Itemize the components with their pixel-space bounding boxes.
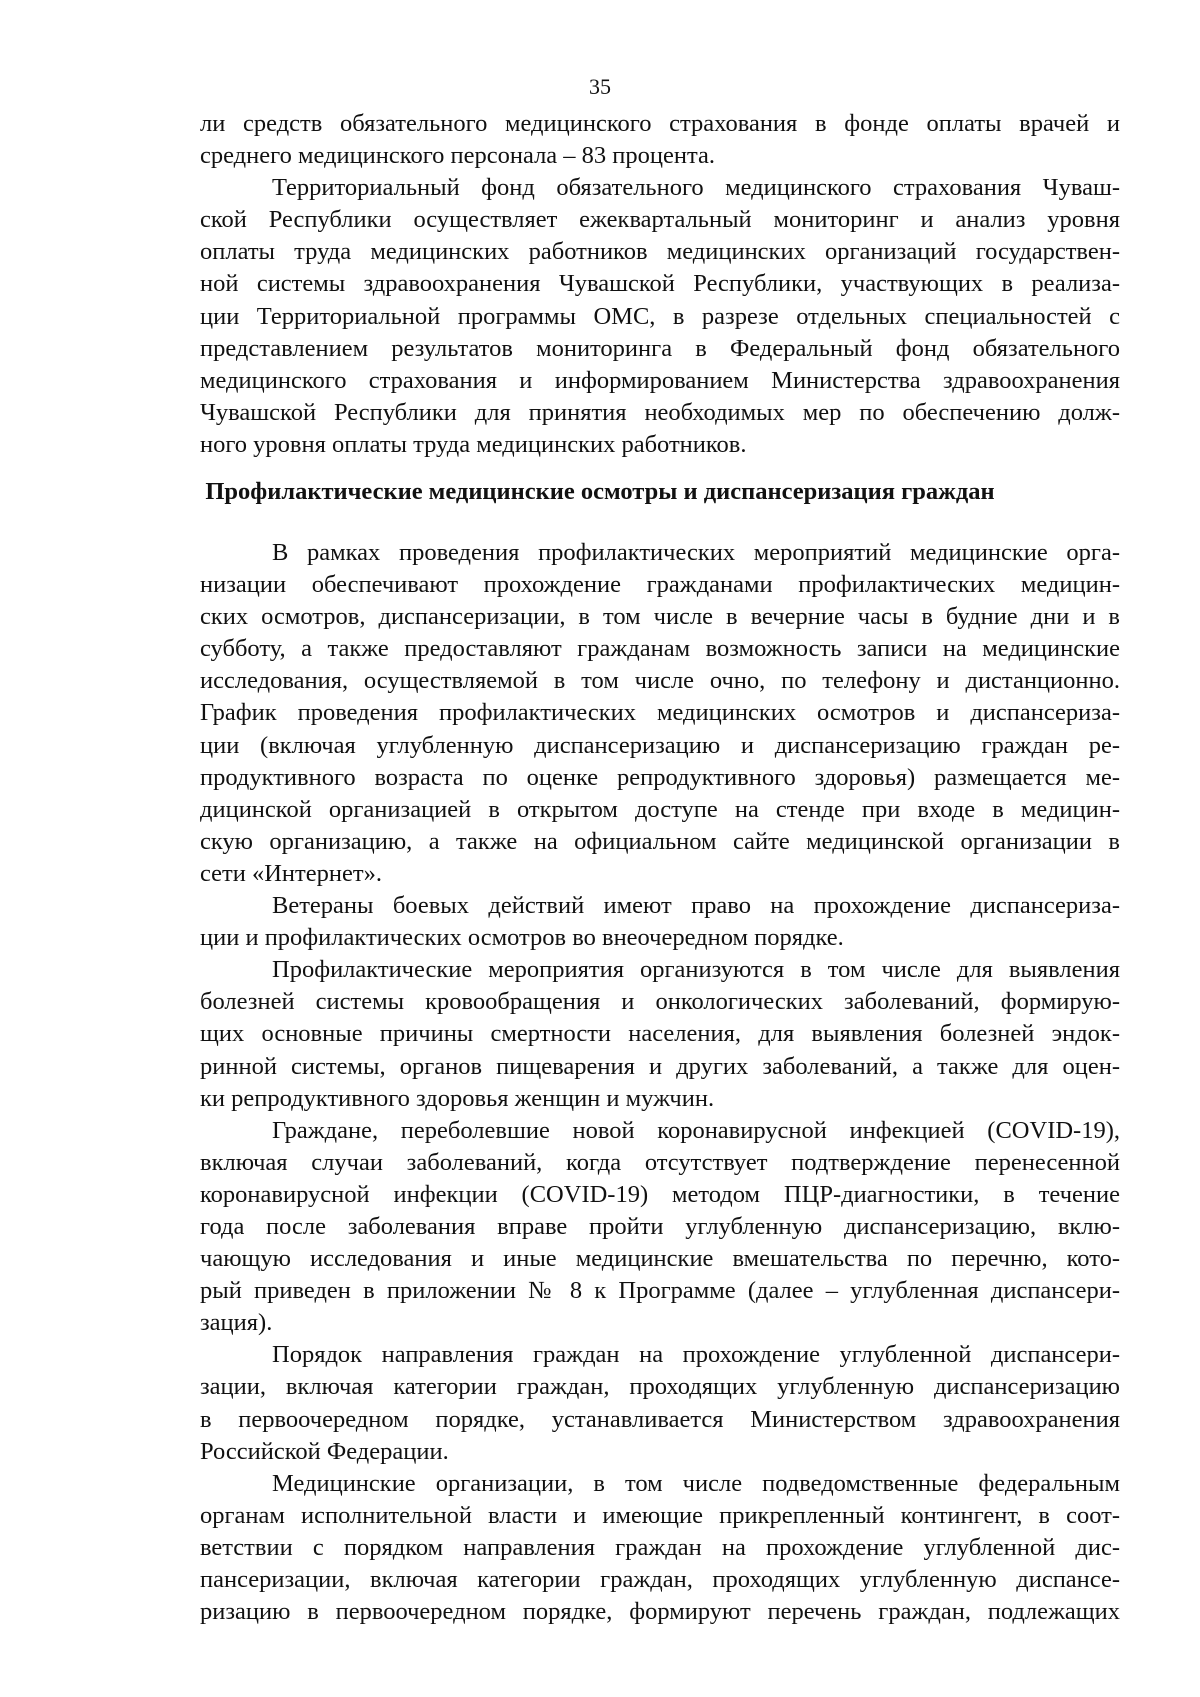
text-line: исследования, осуществляемой в том числе очно, по телефону и дистанционно. [200,667,1120,695]
section-text-block [200,537,1120,1628]
text-line: ции (включая углубленную диспансеризацию и диспансеризацию граждан ре- [200,731,1120,759]
paragraph-detection [200,954,1120,1114]
text-line: среднего медицинского персонала – 83 процента. [200,142,716,170]
text-line: ветствии с порядком направления граждан на прохождение углубленной дис- [200,1533,1120,1561]
text-line: ринной системы, органов пищеварения и других заболеваний, а также для оцен- [200,1052,1120,1080]
text-line: Территориальный фонд обязательного медицинского страхования Чуваш- [272,174,1120,202]
text-line: зации, включая категории граждан, проходящих углубленную диспансеризацию [200,1373,1120,1401]
text-line: ки репродуктивного здоровья женщин и мужчин. [200,1084,715,1112]
text-line: медицинского страхования и информированием Министерства здравоохранения [200,366,1120,394]
text-line: скую организацию, а также на официальном сайте медицинской организации в [200,827,1120,855]
text-line: ции Территориальной программы ОМС, в разрезе отдельных специальностей с [200,302,1120,330]
text-line: рый приведен в приложении № 8 к Программе (далее – углубленная диспансери- [200,1277,1120,1305]
paragraph-preventive-measures [200,537,1120,890]
text-line: ли средств обязательного медицинского страхования в фонде оплаты врачей и [200,110,1120,137]
paragraph-procedure [200,1339,1120,1467]
text-line: низации обеспечивают прохождение гражданами профилактических медицин- [200,571,1120,599]
paragraph-continuation [200,108,1120,172]
text-line: болезней системы кровообращения и онкологических заболеваний, формирую- [200,988,1120,1016]
text-line: График проведения профилактических медицинских осмотров и диспансериза- [200,699,1120,727]
paragraph-tfoms-monitoring [200,172,1120,461]
text-line: продуктивного возраста по оценке репродуктивного здоровья) размещается ме- [200,763,1120,791]
text-line: В рамках проведения профилактических мероприятий медицинские орга- [272,539,1120,566]
text-line: ции и профилактических осмотров во внеочередном порядке. [200,924,844,952]
text-line: Порядок направления граждан на прохождение углубленной диспансери- [272,1341,1120,1369]
text-line: в первоочередном порядке, устанавливается Министерством здравоохранения [200,1405,1120,1433]
paragraph-medical-organizations [200,1468,1120,1628]
page-number: 35 [589,74,611,99]
text-line: ских осмотров, диспансеризации, в том числе в вечерние часы в будние дни и в [200,603,1120,631]
paragraph-covid [200,1115,1120,1340]
text-line: сети «Интернет». [200,859,382,887]
text-line: субботу, а также предоставляют гражданам возможность записи на медицинские [200,635,1120,663]
text-line: дицинской организацией в открытом доступе на стенде при входе в медицин- [200,795,1120,823]
text-line: года после заболевания вправе пройти углубленную диспансеризацию, вклю- [200,1212,1120,1240]
text-line: ного уровня оплаты труда медицинских работников. [200,430,747,458]
text-line: Ветераны боевых действий имеют право на прохождение диспансериза- [272,892,1120,920]
text-line: ской Республики осуществляет ежеквартальный мониторинг и анализ уровня [200,206,1120,234]
text-line: Профилактические мероприятия организуются в том числе для выявления [272,956,1120,984]
text-line: органам исполнительной власти и имеющие прикрепленный контингент, в соот- [200,1501,1120,1529]
text-line: представлением результатов мониторинга в Федеральный фонд обязательного [200,334,1120,362]
text-line: коронавирусной инфекции (COVID-19) методом ПЦР-диагностики, в течение [200,1180,1120,1208]
text-line: Граждане, переболевшие новой коронавирусной инфекцией (COVID-19), [272,1116,1120,1144]
top-text-block [200,108,1120,461]
text-line: Чувашской Республики для принятия необходимых мер по обеспечению долж- [200,398,1120,426]
text-line: включая случаи заболеваний, когда отсутствует подтверждение перенесенной [200,1148,1120,1176]
text-line: щих основные причины смертности населения, для выявления болезней эндок- [200,1020,1120,1048]
text-line: ной системы здравоохранения Чувашской Республики, участвующих в реализа- [200,270,1120,298]
paragraph-veterans [200,890,1120,954]
text-line: Медицинские организации, в том числе подведомственные федеральным [272,1469,1120,1497]
text-line: Российской Федерации. [200,1437,449,1465]
text-line: чающую исследования и иные медицинские вмешательства по перечню, кото- [200,1245,1120,1273]
text-line: зация). [200,1309,273,1337]
text-line: пансеризации, включая категории граждан, проходящих углубленную диспансе- [200,1566,1120,1593]
section-heading: Профилактические медицинские осмотры и диспансеризация граждан [205,478,995,505]
text-line: ризацию в первоочередном порядке, формируют перечень граждан, подлежащих [200,1598,1120,1626]
text-line: оплаты труда медицинских работников медицинских организаций государствен- [200,238,1120,266]
